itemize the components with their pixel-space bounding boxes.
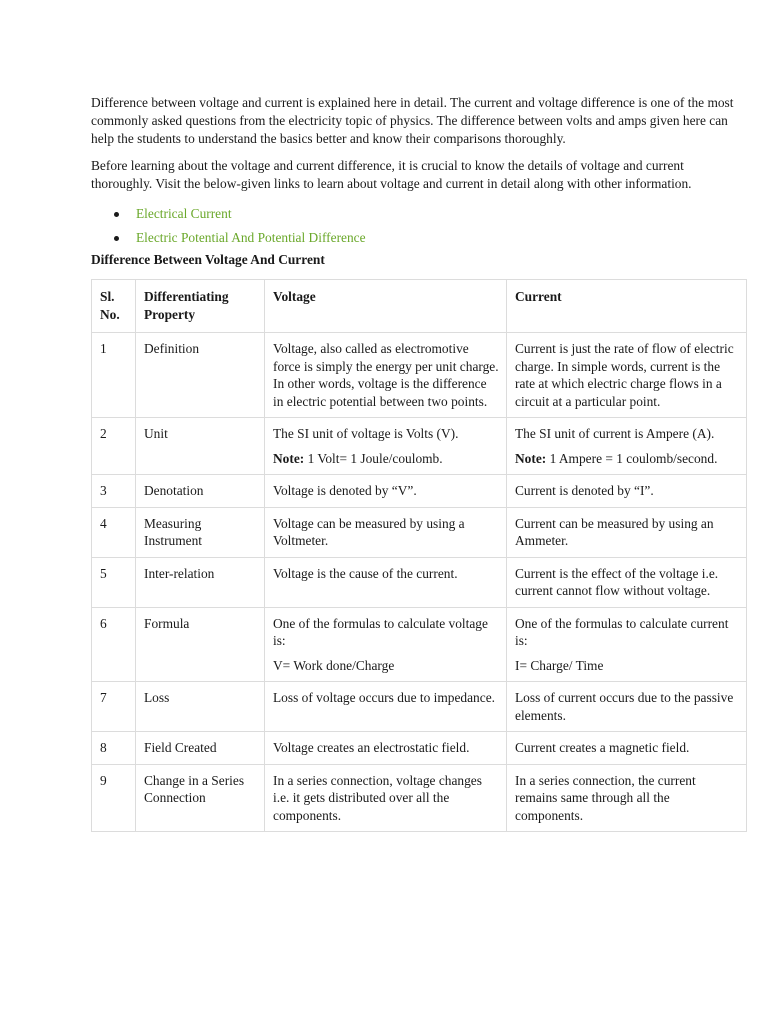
- cell-current: Current is just the rate of flow of electric charge. In simple words, current is the rate at which electric charge flows in a circuit at a particular point.: [507, 333, 747, 418]
- list-item: [91, 205, 746, 229]
- intro-paragraph-2: Before learning about the voltage and current difference, it is crucial to know the details of voltage and current thoroughly. Visit the below-given links to learn about voltage and current in detail along with other information.: [91, 158, 692, 191]
- current-formula: I= Charge/ Time: [515, 657, 604, 673]
- table-row: [92, 682, 747, 732]
- article-content: [91, 94, 746, 832]
- cell-no: 3: [92, 475, 136, 508]
- header-voltage: Voltage: [265, 280, 507, 333]
- cell-voltage: In a series connection, voltage changes i.e. it gets distributed over all the components.: [265, 764, 507, 832]
- table-row: [92, 607, 747, 682]
- current-formula-intro: One of the formulas to calculate current is:: [515, 615, 729, 648]
- cell-property: Unit: [136, 418, 265, 475]
- cell-property: Formula: [136, 607, 265, 682]
- cell-property: Denotation: [136, 475, 265, 508]
- cell-voltage: Voltage is denoted by “V”.: [265, 475, 507, 508]
- cell-no: 1: [92, 333, 136, 418]
- table-row: [92, 764, 747, 832]
- cell-voltage: [265, 607, 507, 682]
- header-property: Differentiating Property: [136, 280, 265, 333]
- cell-no: 6: [92, 607, 136, 682]
- bullet-icon: [114, 212, 119, 217]
- cell-current: Loss of current occurs due to the passive elements.: [507, 682, 747, 732]
- link-electric-potential[interactable]: Electric Potential And Potential Difference: [136, 230, 366, 245]
- cell-no: 9: [92, 764, 136, 832]
- cell-no: 4: [92, 507, 136, 557]
- cell-voltage: Voltage creates an electrostatic field.: [265, 732, 507, 765]
- cell-current: Current creates a magnetic field.: [507, 732, 747, 765]
- bullet-icon: [114, 236, 119, 241]
- cell-no: 5: [92, 557, 136, 607]
- comparison-table: [91, 279, 747, 832]
- table-row: [92, 333, 747, 418]
- cell-voltage: Voltage is the cause of the current.: [265, 557, 507, 607]
- link-electrical-current[interactable]: Electrical Current: [136, 206, 232, 221]
- cell-property: Measuring Instrument: [136, 507, 265, 557]
- cell-voltage: Voltage can be measured by using a Voltmeter.: [265, 507, 507, 557]
- table-row: [92, 418, 747, 475]
- cell-current: [507, 418, 747, 475]
- cell-voltage: Voltage, also called as electromotive force is simply the energy per unit charge. In other words, voltage is the difference in electric potential between two points.: [265, 333, 507, 418]
- current-note: [515, 450, 739, 468]
- cell-voltage: [265, 418, 507, 475]
- note-label: Note:: [273, 450, 305, 466]
- cell-current: In a series connection, the current remains same through all the components.: [507, 764, 747, 832]
- note-text: 1 Volt= 1 Joule/coulomb.: [304, 450, 443, 466]
- header-serial-no: Sl. No.: [92, 280, 136, 333]
- cell-property: Field Created: [136, 732, 265, 765]
- cell-property: Definition: [136, 333, 265, 418]
- table-row: [92, 507, 747, 557]
- cell-no: 8: [92, 732, 136, 765]
- voltage-note: [273, 450, 499, 468]
- cell-current: Current is the effect of the voltage i.e. current cannot flow without voltage.: [507, 557, 747, 607]
- intro-paragraph-1: Difference between voltage and current is explained here in detail. The current and voltage difference is one of the most commonly asked questions from the electricity topic of physics. The difference between volts and amps given here can help the students to understand the basics better and know their comparisons thoroughly.: [91, 95, 734, 146]
- cell-property: Loss: [136, 682, 265, 732]
- current-unit-text: The SI unit of current is Ampere (A).: [515, 426, 715, 441]
- voltage-formula: V= Work done/Charge: [273, 657, 395, 673]
- table-row: [92, 557, 747, 607]
- table-row: [92, 732, 747, 765]
- cell-voltage: Loss of voltage occurs due to impedance.: [265, 682, 507, 732]
- table-row: [92, 475, 747, 508]
- cell-property: Change in a Series Connection: [136, 764, 265, 832]
- cell-no: 2: [92, 418, 136, 475]
- table-title: Difference Between Voltage And Current: [91, 252, 325, 267]
- related-links-list: [91, 205, 746, 253]
- cell-current: Current can be measured by using an Ammeter.: [507, 507, 747, 557]
- note-text: 1 Ampere = 1 coulomb/second.: [546, 450, 718, 466]
- cell-no: 7: [92, 682, 136, 732]
- cell-property: Inter-relation: [136, 557, 265, 607]
- cell-current: [507, 607, 747, 682]
- list-item: [91, 229, 746, 253]
- note-label: Note:: [515, 450, 547, 466]
- voltage-formula-intro: One of the formulas to calculate voltage is:: [273, 615, 488, 648]
- cell-current: Current is denoted by “I”.: [507, 475, 747, 508]
- header-current: Current: [507, 280, 747, 333]
- voltage-unit-text: The SI unit of voltage is Volts (V).: [273, 426, 459, 441]
- table-header-row: [92, 280, 747, 333]
